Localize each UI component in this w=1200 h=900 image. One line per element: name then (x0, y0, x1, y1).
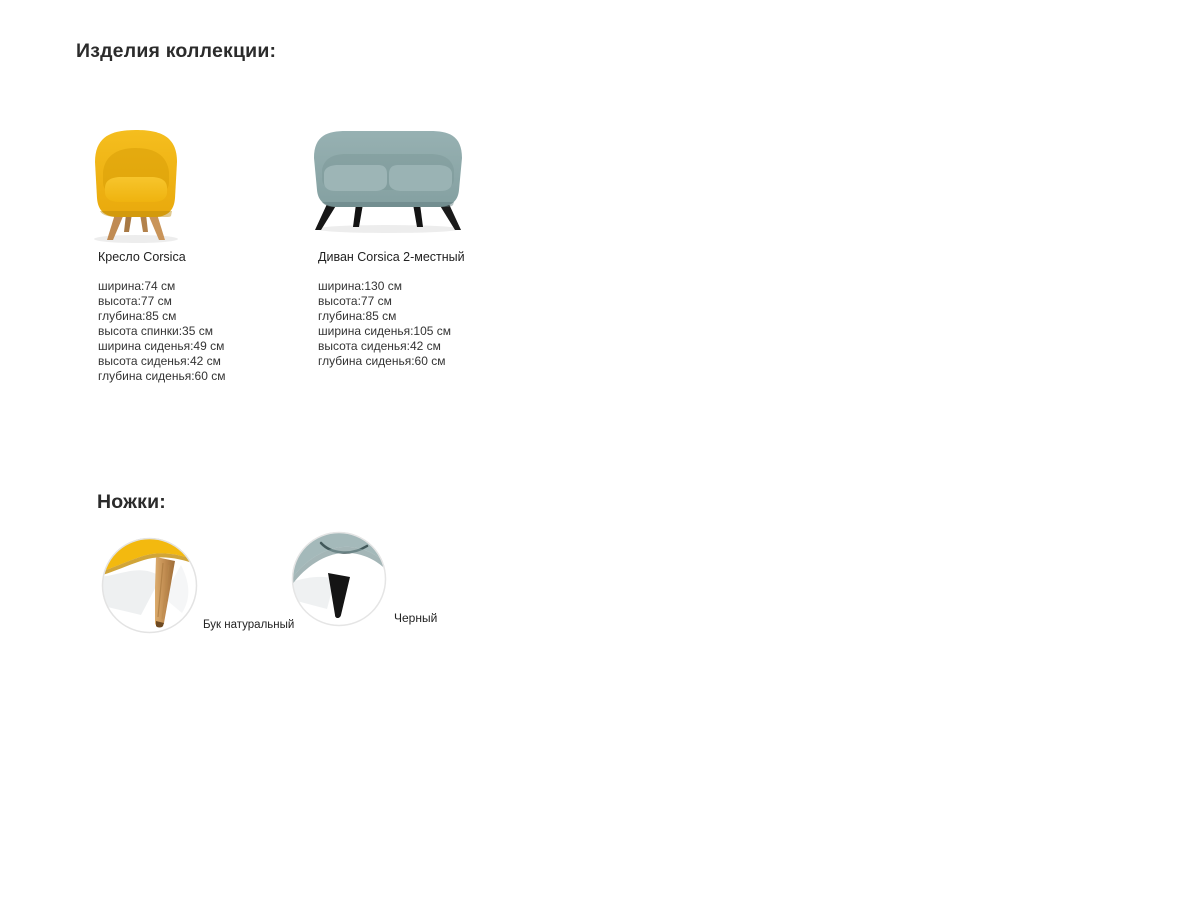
product-name-sofa: Диван Corsica 2-местный (318, 250, 465, 264)
spec-line: ширина сиденья:49 см (98, 339, 225, 353)
leg-label-natural-beech: Бук натуральный (203, 619, 295, 631)
spec-line: глубина сиденья:60 см (98, 369, 226, 383)
teal-sofa-illustration (308, 128, 468, 234)
armchair-specs (98, 279, 225, 384)
spec-line: ширина:130 см (318, 279, 402, 293)
spec-line: высота спинки:35 см (98, 324, 213, 338)
products-heading: Изделия коллекции: (76, 40, 277, 62)
spec-line: глубина:85 см (98, 309, 177, 323)
spec-line: глубина:85 см (318, 309, 397, 323)
spec-line: ширина:74 см (98, 279, 176, 293)
spec-line: высота:77 см (318, 294, 392, 308)
sofa-photo (308, 128, 468, 239)
yellow-armchair-illustration (88, 126, 184, 244)
spec-line: глубина сиденья:60 см (318, 354, 446, 368)
natural-beech-leg-illustration (101, 537, 198, 634)
spec-line: высота сиденья:42 см (318, 339, 441, 353)
leg-label-black: Черный (394, 611, 438, 625)
product-name-armchair: Кресло Corsica (98, 250, 186, 264)
spec-line: высота сиденья:42 см (98, 354, 221, 368)
sofa-specs (318, 279, 451, 369)
black-leg-illustration (291, 531, 387, 627)
legs-heading: Ножки: (97, 491, 167, 513)
spec-line: высота:77 см (98, 294, 172, 308)
armchair-photo (88, 126, 184, 249)
spec-line: ширина сиденья:105 см (318, 324, 452, 338)
leg-photo-natural-beech (101, 537, 198, 639)
leg-photo-black (291, 531, 387, 632)
